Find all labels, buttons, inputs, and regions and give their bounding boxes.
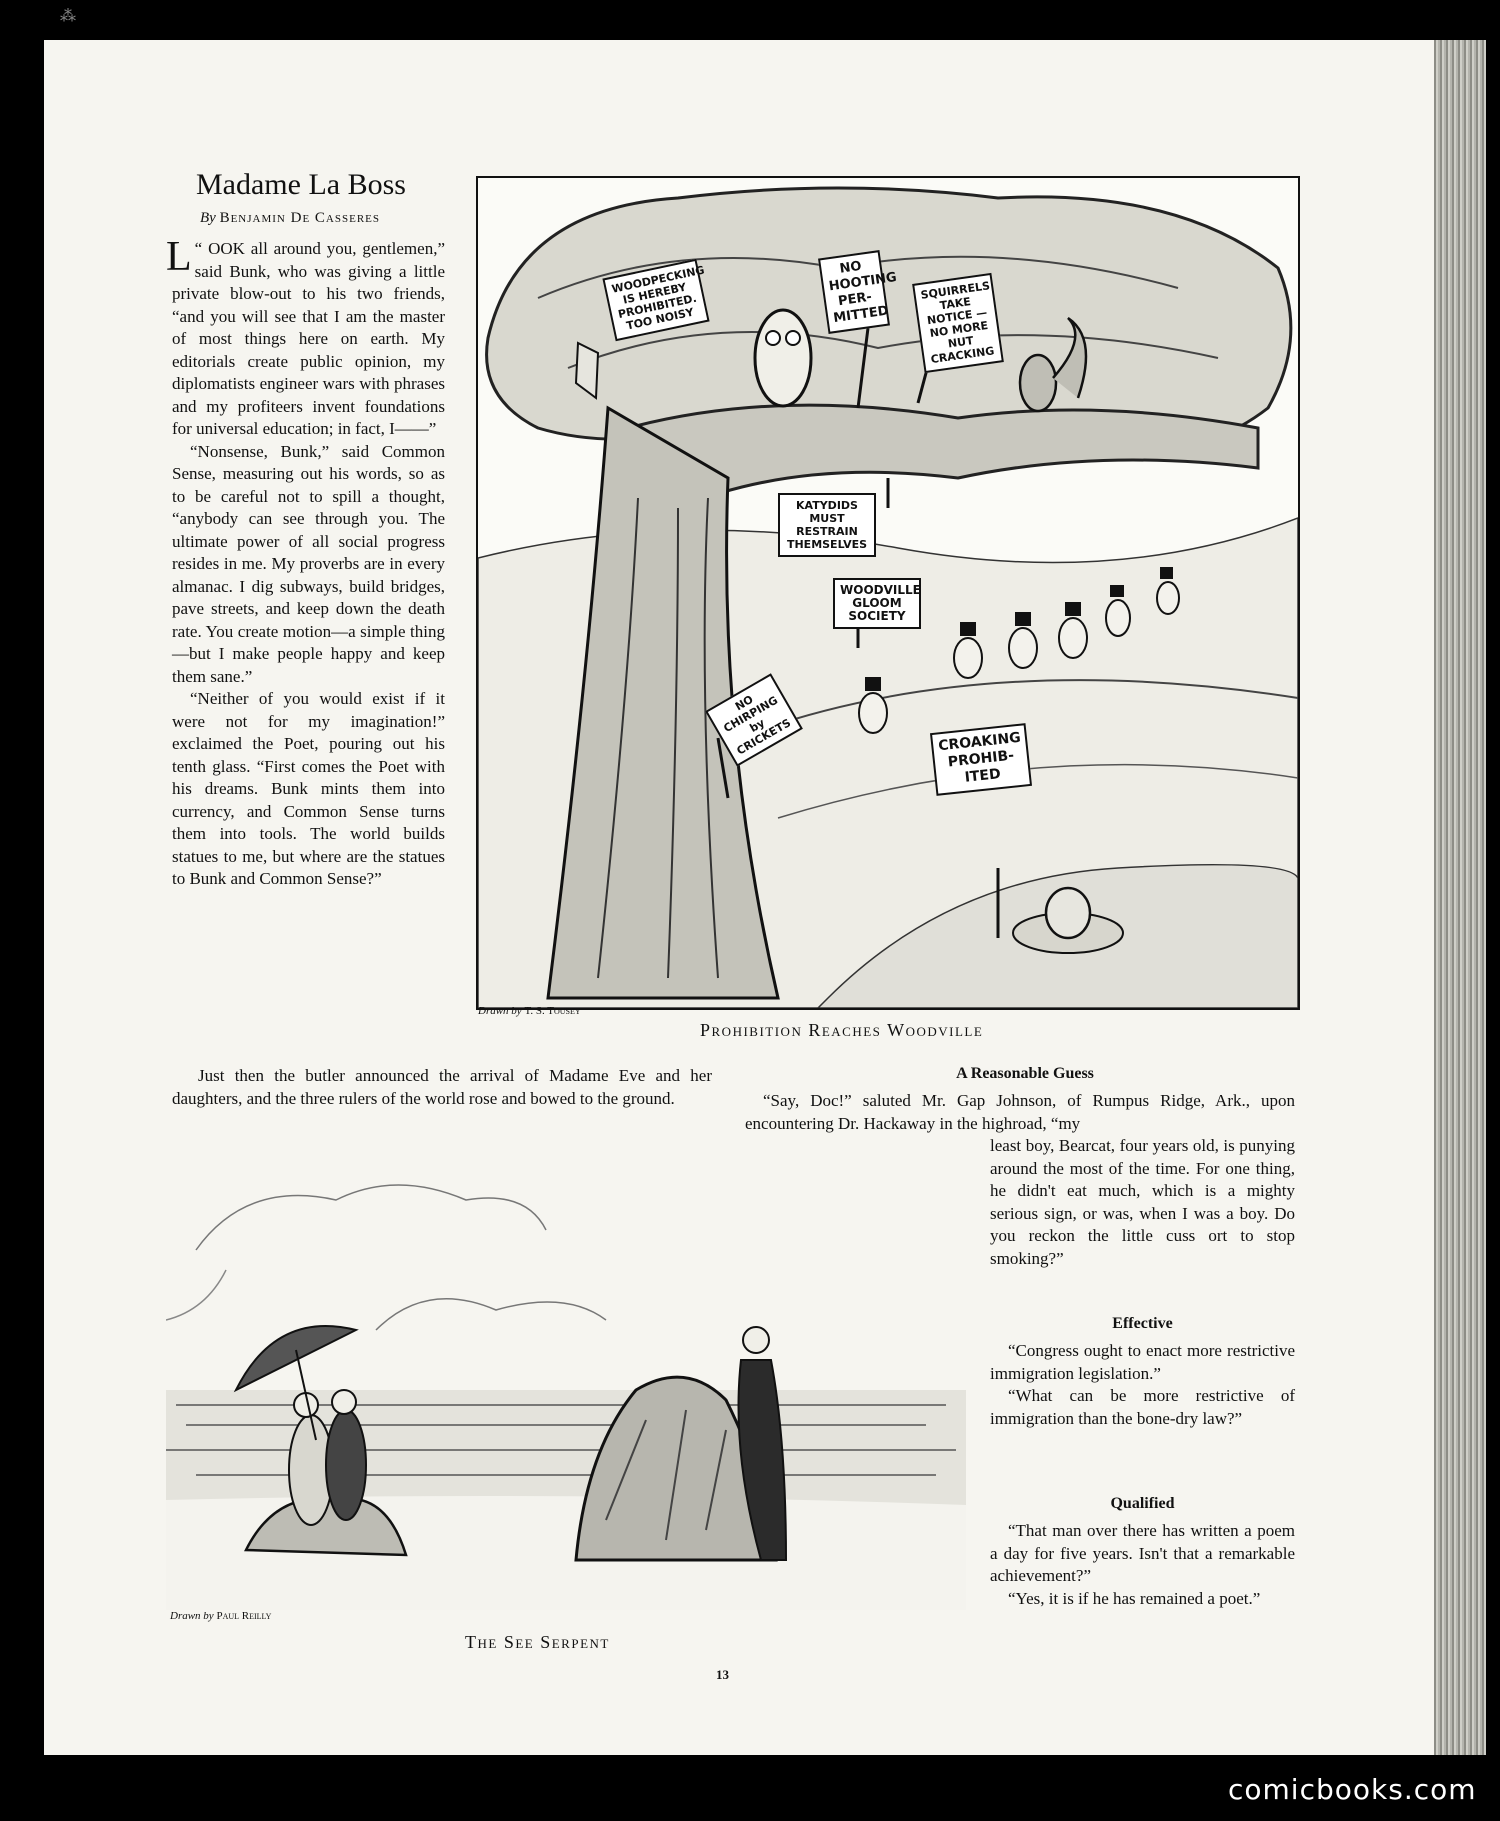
closing-paragraph: Just then the butler announced the arrival of Madame Eve and her daughters, and the three rulers of the world rose and bowed to the ground. [172,1066,712,1108]
sign-gloom-society: WOODVILLE GLOOM SOCIETY [833,578,921,629]
byline-prefix: By [200,210,216,226]
site-watermark: comicbooks.com [1228,1773,1477,1806]
joke3-line-1: “That man over there has written a poem a day for five years. Isn't that a remarkable achievement?” [990,1521,1295,1585]
sign-no-chirping: NO CHIRPING by CRICKETS [705,673,803,766]
article-title: Madame La Boss [196,168,406,201]
joke1-text-top [745,1090,1295,1135]
joke3-text [990,1520,1295,1610]
sign-katydids: KATYDIDS MUST RESTRAIN THEMSELVES [778,493,876,557]
joke3-heading: Qualified [1110,1495,1175,1512]
credit-name: T. S. Tousey [524,1005,581,1017]
binding-mark: ⁂ [60,8,76,25]
article-paragraph-2: “Nonsense, Bunk,” said Common Sense, measuring out his words, so as to be careful not to spill a thought, “anybody can see through you. The ultimate power of all social progress resides in me. My proverbs are in every almanac. I dig subways, build bridges, pave streets, and keep down the death rate. You create motion—a simple thing—but I make people happy and keep them sane.” [172,441,445,686]
beach-drawing [166,1160,966,1610]
paragraph-text: “ OOK all around you, gentlemen,” said Bunk, who was giving a little private blow-out to his two friends, “and you will see that I am the master of most things here on earth. My editorials create public opinion, my diplomatists engineer wars with phrases and my profiteers invent foundations for universal education; in fact, I——” [172,239,445,438]
article-body [166,234,445,891]
sign-woodpecking: WOODPECKING IS HEREBY PROHIBITED. TOO NOISY [602,259,709,342]
joke1-continuation: least boy, Bearcat, four years old, is punying around the most of the time. For one thing, he didn't eat much, which is a mighty serious sign, or was, when I was a boy. Do you reckon the little cuss ort to stop smoking?” [990,1136,1295,1268]
illustration1-credit [478,1005,581,1017]
joke1-paragraph: “Say, Doc!” saluted Mr. Gap Johnson, of Rumpus Ridge, Ark., upon encountering Dr. Hackaway in the highroad, “my [745,1091,1295,1133]
joke2-line-1: “Congress ought to enact more restrictive immigration legislation.” [990,1341,1295,1383]
joke1-heading: A Reasonable Guess [956,1065,1094,1082]
illustration2-credit [170,1610,271,1622]
joke2-heading: Effective [1112,1315,1173,1332]
sign-croaking-prohibited: CROAKING PROHIB-ITED [930,723,1032,796]
joke1-text-bottom [990,1135,1295,1270]
joke2-text [990,1340,1295,1430]
byline [200,210,380,227]
credit-name: Paul Reilly [216,1610,272,1622]
article-paragraph-1 [166,234,445,441]
see-serpent-illustration [166,1160,966,1610]
joke3-line-2: “Yes, it is if he has remained a poet.” [1008,1588,1261,1608]
article-closing [172,1065,712,1110]
sign-squirrels: SQUIRRELS TAKE NOTICE — NO MORE NUT CRACKING [912,273,1004,373]
credit-prefix: Drawn by [170,1610,214,1622]
illustration2-caption: The See Serpent [465,1632,610,1652]
page-number: 13 [716,1667,729,1682]
article-paragraph-3: “Neither of you would exist if it were not for my imagination!” exclaimed the Poet, pouring out his tenth glass. “First comes the Poet with his dreams. Bunk mints them into currency, and Common Sense turns them into tools. The world builds statues to me, but where are the statues to Bunk and Common Sense?” [172,689,445,888]
drop-cap: L [166,234,192,280]
joke2-line-2: “What can be more restrictive of immigration than the bone-dry law?” [990,1386,1295,1428]
illustration1-caption: Prohibition Reaches Woodville [700,1020,984,1040]
sign-no-hooting: NO HOOTING PER-MITTED [818,250,890,334]
credit-prefix: Drawn by [478,1005,522,1017]
byline-author: Benjamin De Casseres [219,210,380,226]
prohibition-illustration [476,176,1300,1010]
